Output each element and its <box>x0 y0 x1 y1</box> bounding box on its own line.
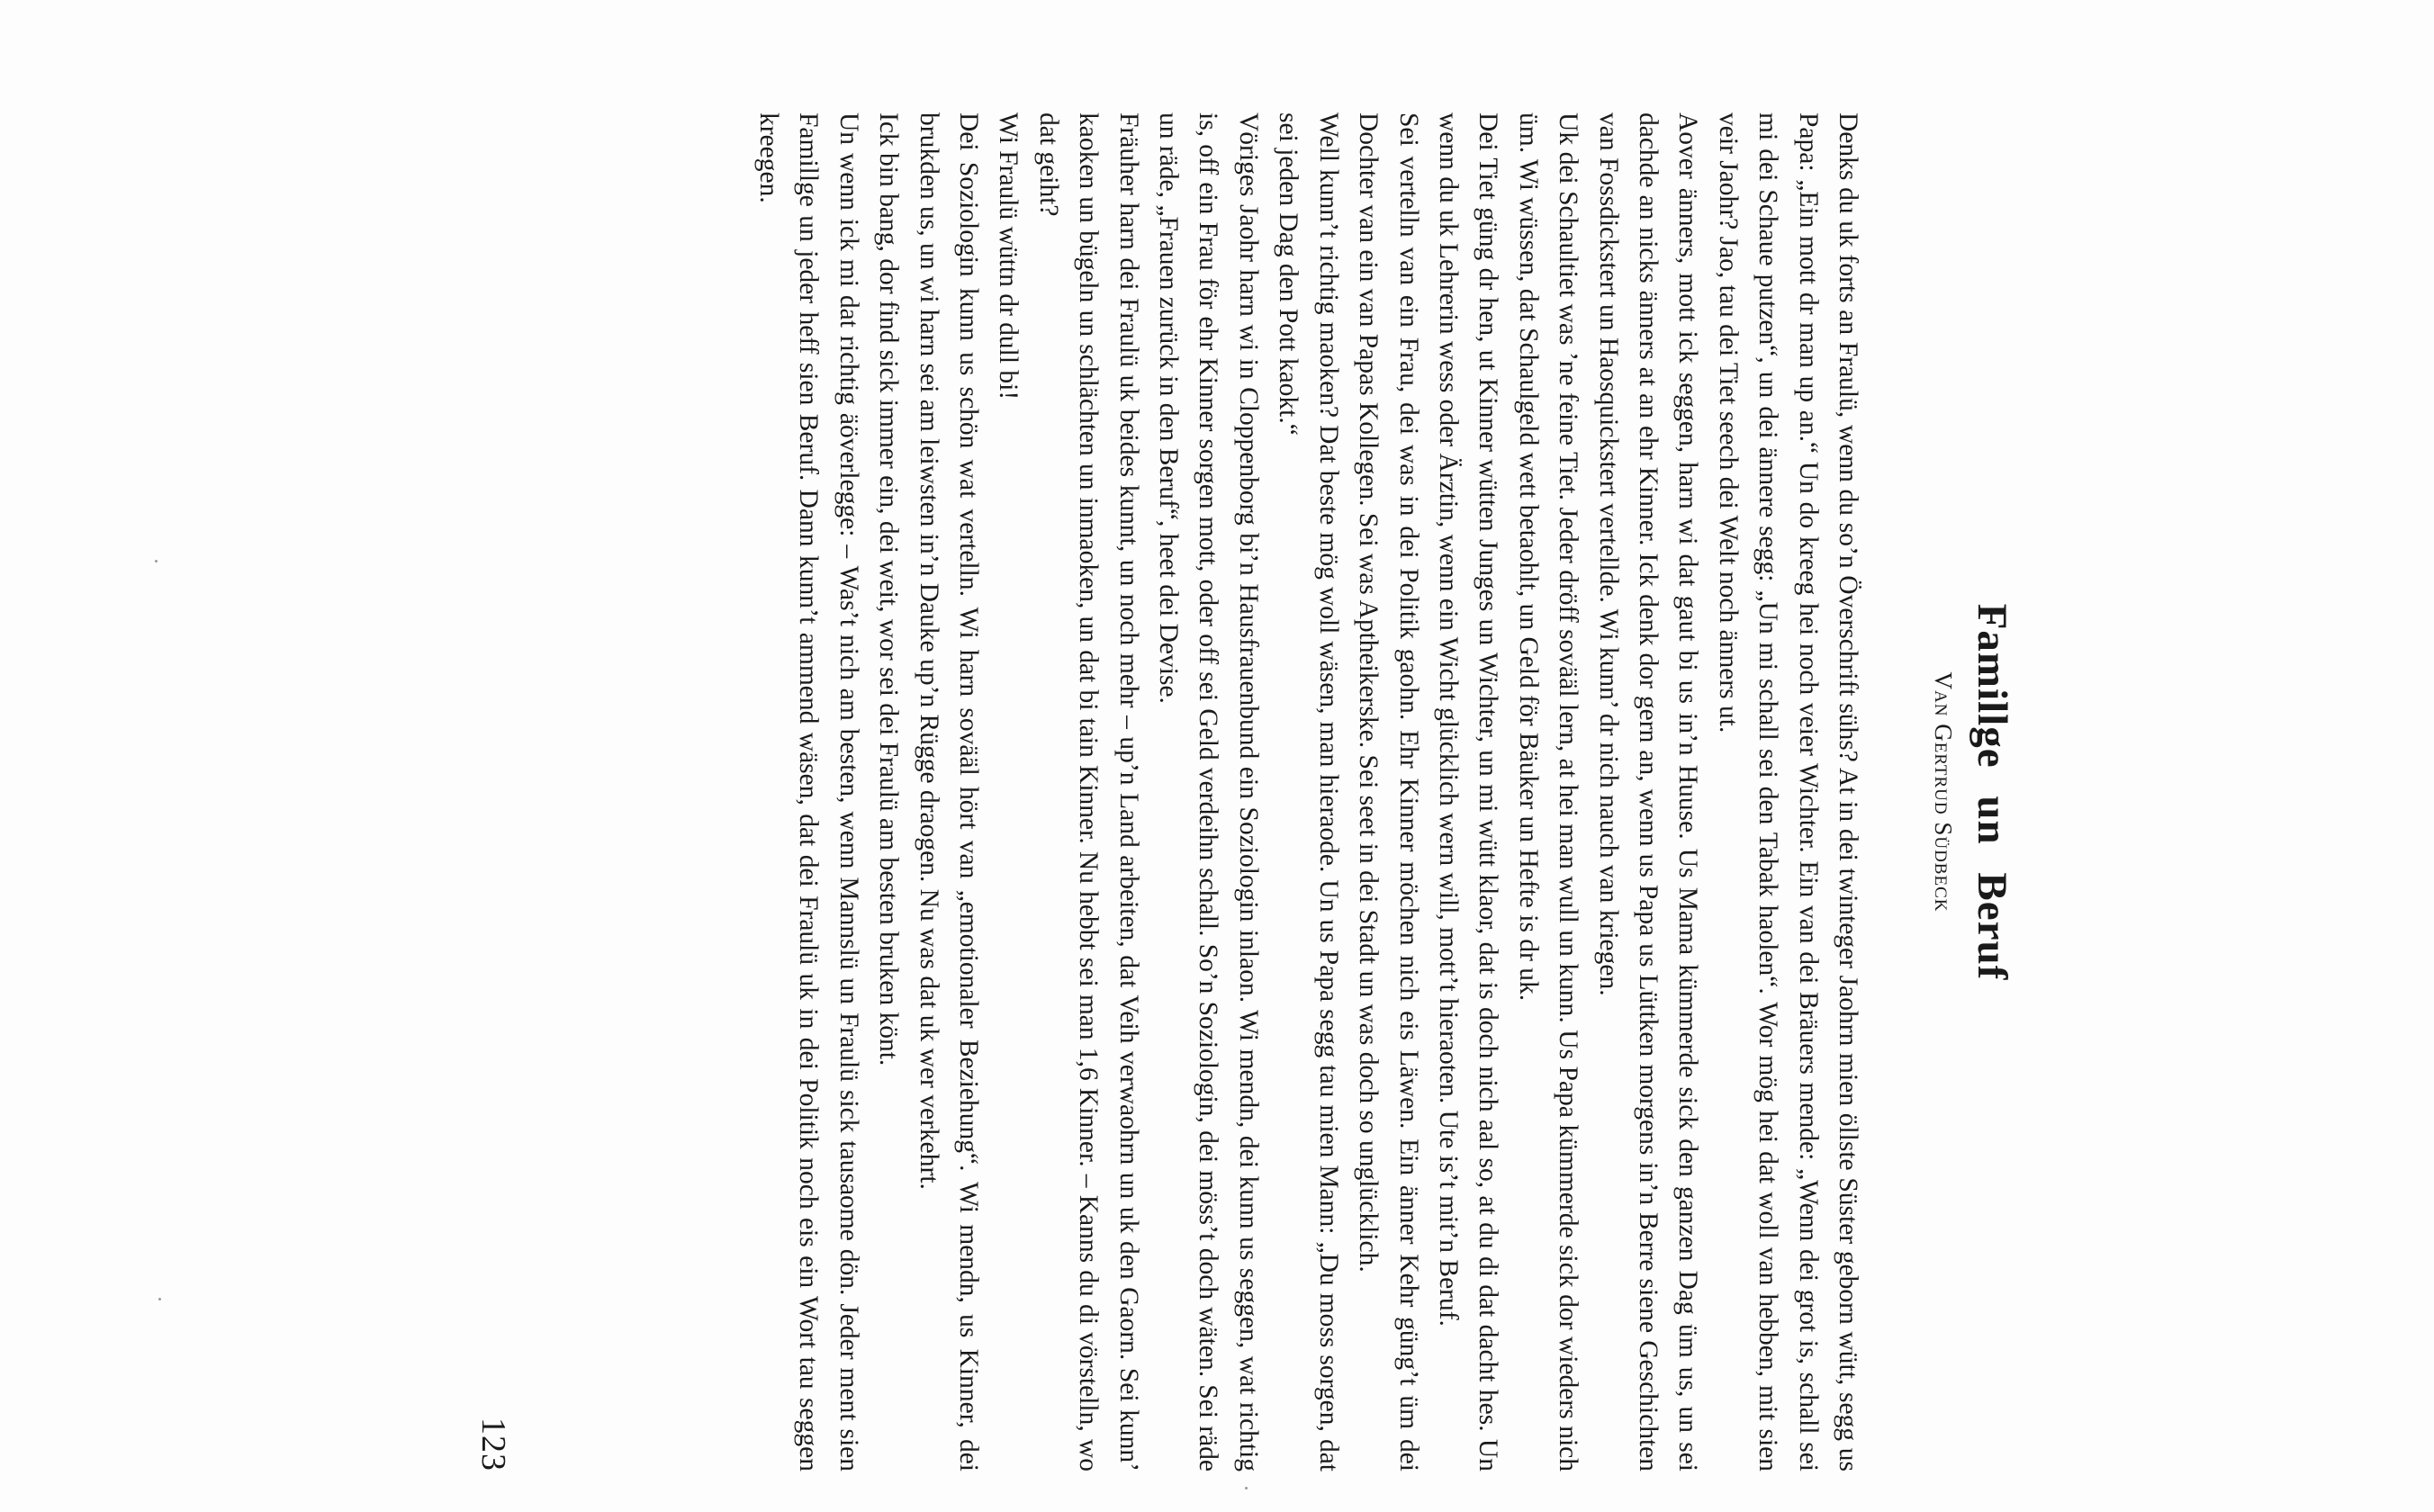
article-page <box>378 112 2016 1472</box>
paragraph: Sei vertelln van ein Frau, dei was in dei Politik gaohn. Ehr Kinner möchen nich eis Läwen. Ein änner Kehr güng’t üm dei Dochter van ein van Papas Kollegen. Sei was Aptheikerske. Sei seet in dei Stadt un was doch so unglücklich. <box>1354 112 1423 1472</box>
page-number: 123 <box>474 1418 512 1472</box>
paragraph: Vöriges Jaohr harn wi in Cloppenborg bi’n Hausfrauenbund ein Soziologin inlaon. Wi mendn, dei kunn us seggen, wat richtig is, off ein Frau för ehr Kinner sorgen mott, oder off sei Geld verdeihn schall. So’n Soziologin, dei möss’t doch wäten. Sei räde un räde, „Frauen zurück in den Beruf“, heet dei Devise. <box>1154 112 1263 1472</box>
dust-speck <box>158 1298 161 1300</box>
paragraph: Uk dei Schaultiet was ’ne feine Tiet. Jeder dröff sovääl lern, at hei man wull un kunn. Us Papa kümmerde sick dor wieders nich üm. Wi wüssen, dat Schaulgeld wett betaohlt, un Geld för Bäuker un Hefte is dr uk. <box>1513 112 1583 1472</box>
paragraph: Aover änners, mott ick seggen, harn wi dat gaut bi us in’n Huuse. Us Mama kümmerde sick den ganzen Dag üm us, un sei dachde an nicks änners at an ehr Kinner. Ick denk dor gern an, wenn us Papa us Lüttken morgens in’n Berre siene Geschichten van Fossdickstert un Haosquickstert vertellde. Wi kunn’ dr nich nauch van kriegen. <box>1593 112 1703 1472</box>
paragraph: Dei Tiet güng dr hen, ut Kinner wütten Junges un Wichter, un mi wütt klaor, dat is doch nich aal so, at du di dat dacht hes. Un wenn du uk Lehrerin wess oder Ärztin, wenn ein Wicht glücklich wern will, mott’t hieraoten. Ute is’t mit’n Beruf. <box>1433 112 1503 1472</box>
article-body <box>749 112 1868 1472</box>
paragraph: Well kunn’t richtig maoken? Dat beste mög woll wäsen, man hieraode. Un us Papa segg tau mien Mann: „Du moss sorgen, dat sei jeden Dag den Pott kaokt.“ <box>1274 112 1343 1472</box>
paragraph: Un wenn ick mi dat richtig äöverlegge: – Was’t nich am besten, wenn Mannslü un Fraulü sick tausaome dön. Jeder ment sien Famillge un jeder heff sien Beruf. Dann kunn’t ammend wäsen, dat dei Fraulü uk in dei Politik noch eis ein Wort tau seggen kreegen. <box>754 112 863 1472</box>
article-title: Famillge un Beruf <box>1969 603 2015 981</box>
paragraph: Fräuher harn dei Fraulü uk beides kunnt, un noch mehr – up’n Land arbeiten, dat Veih verwaohrn un uk den Gaorn. Sei kunn’ kaoken un bügeln un schlächten un inmaoken, un dat bi tain Kinner. Nu hebbt sei man 1,6 Kinner. – Kanns du di vörstelln, wo dat geiht? <box>1033 112 1143 1472</box>
paragraph: Ick bin bang, dor find sick immer ein, dei weit, wor sei dei Fraulü am besten bruken könt. <box>874 112 904 1066</box>
paragraph: Dei Soziologin kunn us schön wat vertelln. Wi harn sovääl hört van „emotionaler Beziehung“. Wi mendn, us Kinner, dei brukden us, un wi harn sei am leiwsten in’n Dauke up’n Rügge draogen. Nu was dat uk wer verkehrt. <box>914 112 984 1472</box>
paragraph: Denks du uk forts an Fraulü, wenn du so’n Överschrift sühs? At in dei twinteger Jaohrn mien öllste Süster geborn wütt, segg us Papa: „Ein mott dr man up an.“ Un do kreeg hei noch veier Wichter. Ein van dei Bräuers mende: „Wenn dei grot is, schall sei mi dei Schaue putzen“, un dei ännere segg: „Un mi schall sei den Tabak haolen“. Wor mög hei dat woll van hebben, mit sien veir Jaohr? Jao, tau dei Tiet seech dei Welt noch änners ut. <box>1713 112 1862 1472</box>
paragraph: Wi Fraulü wüttn dr dull bi! <box>994 112 1023 400</box>
dust-speck <box>155 560 158 562</box>
article-author: Van Gertrud Südbeck <box>1930 671 1957 913</box>
dust-speck <box>1245 1487 1248 1490</box>
